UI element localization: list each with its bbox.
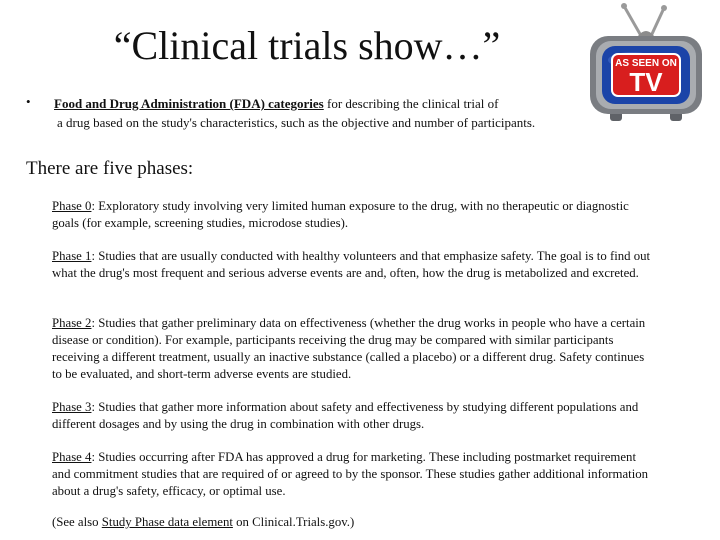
see-also-note: (See also Study Phase data element on Clinical.Trials.gov.) bbox=[52, 515, 355, 529]
fda-categories-link[interactable]: Food and Drug Administration (FDA) categories bbox=[54, 96, 324, 111]
as-seen-on-tv-icon bbox=[582, 2, 710, 127]
study-phase-link[interactable]: Study Phase data element bbox=[101, 515, 233, 529]
phase-description: : Studies that gather preliminary data on effectiveness (whether the drug works in people who have a certain disease or condition). For example, participants receiving the drug may be compared with similar participants receiving a different treatment, usually an inactive substance (called a placebo) or a different drug. Safety continues to be evaluated, and short-term adverse events are studied. bbox=[52, 316, 646, 381]
badge-line2: TV bbox=[629, 67, 663, 97]
bullet-icon: • bbox=[26, 94, 31, 109]
slide-title: “Clinical trials show…” bbox=[113, 23, 501, 68]
phases-heading: There are five phases: bbox=[26, 158, 194, 179]
phase-description: : Studies that gather more information about safety and effectiveness by studying different populations and different dosages and by using the drug in combination with other drugs. bbox=[52, 400, 639, 431]
phase-description: : Studies occurring after FDA has approved a drug for marketing. These including postmarket requirement and commitment studies that are required of or agreed to by the sponsor. These studies gather additional information about a drug's safety, efficacy, or optimal use. bbox=[52, 450, 649, 498]
phase-label: Phase 0 bbox=[52, 199, 92, 213]
intro-paragraph bbox=[54, 94, 584, 132]
phase-label: Phase 3 bbox=[52, 400, 92, 414]
phase-label: Phase 1 bbox=[52, 249, 92, 263]
phase-label: Phase 4 bbox=[52, 450, 92, 464]
phase-item bbox=[52, 248, 652, 282]
phase-label: Phase 2 bbox=[52, 316, 92, 330]
phase-item bbox=[52, 399, 652, 433]
intro-line1: for describing the clinical trial of bbox=[323, 96, 499, 111]
phase-item bbox=[52, 198, 652, 232]
badge-line1: AS SEEN ON bbox=[615, 58, 677, 69]
phase-description: : Exploratory study involving very limited human exposure to the drug, with no therapeutic or diagnostic goals (for example, screening studies, microdose studies). bbox=[52, 199, 629, 230]
phase-item bbox=[52, 449, 652, 500]
phase-description: : Studies that are usually conducted with healthy volunteers and that emphasize safety. The goal is to find out what the drug's most frequent and serious adverse events are and, often, how the drug is metabolized and excreted. bbox=[52, 249, 651, 280]
intro-line2: a drug based on the study's characteristics, such as the objective and number of participants. bbox=[57, 115, 536, 130]
phase-item bbox=[52, 315, 652, 383]
